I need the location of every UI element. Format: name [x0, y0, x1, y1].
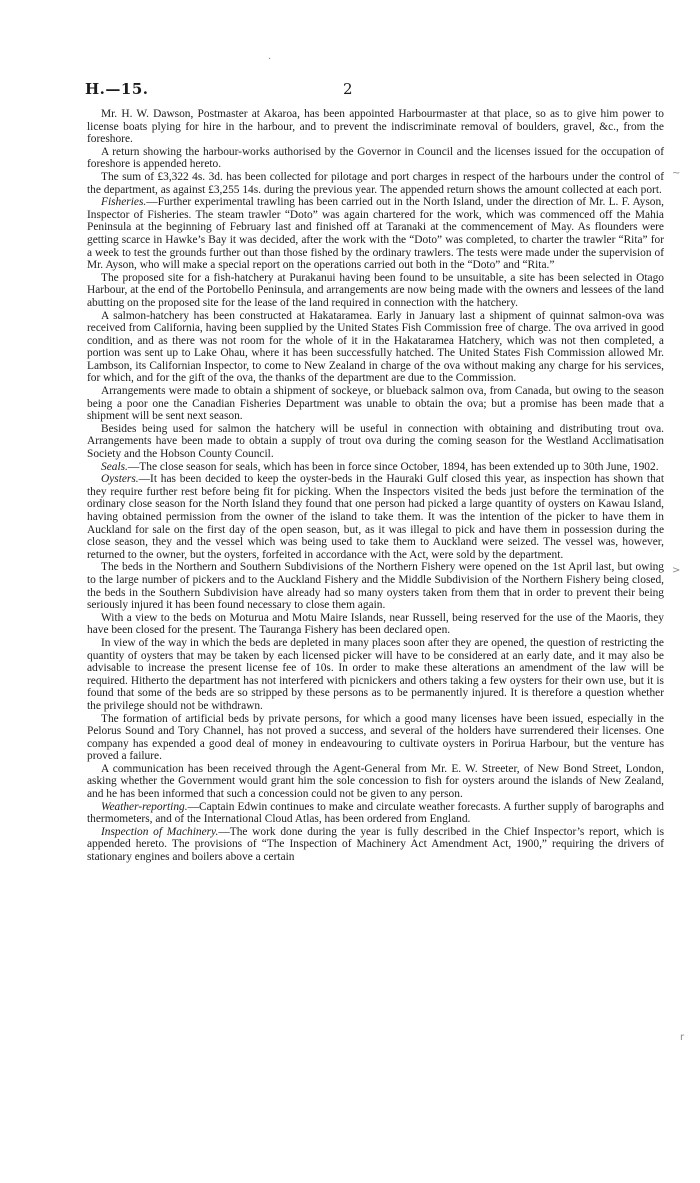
- paragraph: [87, 763, 664, 801]
- margin-scribble-mark: ~: [672, 168, 681, 179]
- page-number: 2: [343, 80, 353, 98]
- paragraph: [87, 423, 664, 461]
- paragraph: [87, 196, 664, 272]
- paragraph-text: —The close season for seals, which has been in force since October, 1894, has been extended up to 30th June, 1902.: [127, 460, 659, 473]
- document-reference: H.—15.: [85, 80, 149, 98]
- paragraph: [87, 612, 664, 637]
- paragraph: [87, 310, 664, 386]
- paragraph-heading: Oysters.: [101, 473, 139, 486]
- paragraph: [87, 146, 664, 171]
- paragraph-text: The sum of £3,322 4s. 3d. has been collected for pilotage and port charges in respect of the harbours under the control of the department, as against £3,255 14s. during the previous year. The appended return shows the amount collected at each port.: [87, 170, 664, 196]
- paragraph: [87, 272, 664, 310]
- paragraph: [87, 385, 664, 423]
- paragraph: [87, 826, 664, 864]
- paragraph-text: A communication has been received through the Agent-General from Mr. E. W. Streeter, of New Bond Street, London, asking whether the Government would grant him the sole concession to fish for oysters around the islands of New Zealand, and he has been informed that such a concession could not be given to any person.: [87, 762, 664, 801]
- paragraph-text: The formation of artificial beds by private persons, for which a good many licenses have been issued, especially in the Pelorus Sound and Tory Channel, has not proved a success, and several of the holders have surrendered their licenses. One company has expended a good deal of money in endeavouring to cultivate oysters in Porirua Harbour, but the venture has proved a failure.: [87, 712, 664, 763]
- paragraph-heading: Weather-reporting.: [101, 800, 188, 813]
- paragraph-text: The beds in the Northern and Southern Subdivisions of the Northern Fishery were opened on the 1st April last, but owing to the large number of pickers and to the Auckland Fishery and the Middle Subdivision of the Northern Fishery being closed, the beds in the Southern Subdivision have already had so many oysters taken from them that in order to prevent their being seriously injured it has been found necessary to close them again.: [87, 561, 664, 612]
- margin-arrow-mark: >: [672, 565, 681, 576]
- paragraph-text: Besides being used for salmon the hatchery will be useful in connection with obtaining and distributing trout ova. Arrangements have been made to obtain a supply of trout ova during the coming season for the Westland Acclimatisation Society and the Hobson County Council.: [87, 422, 664, 461]
- paragraph-text: —Further experimental trawling has been carried out in the North Island, under the direction of Mr. L. F. Ayson, Inspector of Fisheries. The steam trawler “Doto” was again chartered for the work, which was commenced off the Mahia Peninsula at the beginning of February last and finished off at Taranaki at the commencement of May. As flounders were getting scarce in Hawke’s Bay it was decided, after the work with the “Doto” was completed, to charter the trawler “Rita” for a week to test the grounds further out than those fished by the ordinary trawlers. The tests were made under the supervision of Mr. Ayson, who will make a special report on the operations carried out both in the “Doto” and “Rita.”: [87, 196, 664, 272]
- paragraph-text: In view of the way in which the beds are depleted in many places soon after they are opened, the question of restricting the quantity of oysters that may be taken by each licensed picker will have to be considered at an early date, and it may also be advisable to increase the present license fee of 10s. In order to make these alterations an amendment of the law will be required. Hitherto the department has not interfered with picnickers and others taking a few oysters for their own use, but it is found that some of the beds are so stripped by these persons as to be permanently injured. It is therefore a question whether the privilege should not be withdrawn.: [87, 636, 664, 712]
- scan-speck: ·: [268, 54, 272, 65]
- paragraph: [87, 713, 664, 763]
- margin-edge-mark: r: [680, 1032, 685, 1043]
- paragraph: [87, 108, 664, 146]
- paragraph: [87, 801, 664, 826]
- paragraph-heading: Fisheries.: [101, 196, 147, 209]
- paragraph-text: —It has been decided to keep the oyster-beds in the Hauraki Gulf closed this year, as inspection has shown that they require further rest before being fit for picking. When the Inspectors visited the beds just before the termination of the ordinary close season for the North Island they found that one person had picked a large quantity of oysters on Kawau Island, having obtained permission from the owner of the island to take them. It was the intention of the picker to have them in Auckland for sale on the first day of the open season, but, as it was illegal to pick and have them in possession during the close season, they and the vessel which was being used to take them to Auckland were seized. The vessel was, however, returned to the owner, but the oysters, forfeited in accordance with the Act, were sold by the department.: [87, 473, 664, 561]
- body-text: [87, 108, 664, 864]
- paragraph-text: Mr. H. W. Dawson, Postmaster at Akaroa, has been appointed Harbourmaster at that place, so as to give him power to license boats plying for hire in the harbour, and to prevent the indiscriminate removal of boulders, gravel, &c., from the foreshore.: [87, 108, 664, 146]
- paragraph-text: Arrangements were made to obtain a shipment of sockeye, or blueback salmon ova, from Canada, but owing to the season being a poor one the Canadian Fisheries Department was unable to obtain the ova; but a promise has been made that a shipment will be sent next season.: [87, 385, 664, 423]
- paragraph: [87, 171, 664, 196]
- paragraph-text: The proposed site for a fish-hatchery at Purakanui having been found to be unsuitable, a site has been selected in Otago Harbour, at the end of the Portobello Peninsula, and arrangements are now being made with the owners and lessees of the land abutting on the proposed site for the lease of the land required in connection with the hatchery.: [87, 271, 664, 309]
- paragraph-text: —The work done during the year is fully described in the Chief Inspector’s report, which is appended hereto. The provisions of “The Inspection of Machinery Act Amendment Act, 1900,” requiring the drivers of stationary engines and boilers above a certain: [87, 825, 664, 864]
- paragraph-text: A return showing the harbour-works authorised by the Governor in Council and the licenses issued for the occupation of foreshore is appended hereto.: [87, 145, 664, 171]
- paragraph-heading: Seals.: [101, 460, 128, 473]
- paragraph-heading: Inspection of Machinery.: [101, 825, 219, 838]
- paragraph: [87, 561, 664, 611]
- paragraph-text: A salmon-hatchery has been constructed at Hakataramea. Early in January last a shipment of quinnat salmon-ova was received from California, having been supplied by the United States Fish Commission free of charge. The ova arrived in good condition, and as there was not room for the whole of it in the Hakataramea Hatchery, which was not then completed, a portion was sent up to Lake Ohau, where it has been successfully hatched. The United States Fish Commission allowed Mr. Lambson, its Californian Inspector, to come to New Zealand in charge of the ova without making any charge for his services, for which, and for the gift of the ova, the thanks of the department are due to the Commission.: [87, 309, 664, 385]
- paragraph: [87, 473, 664, 561]
- page-header: [85, 80, 665, 102]
- paragraph-text: With a view to the beds on Moturua and Motu Maire Islands, near Russell, being reserved for the use of the Maoris, they have been closed for the present. The Tauranga Fishery has been declared open.: [87, 611, 664, 637]
- paragraph: [87, 461, 664, 474]
- paragraph-text: —Captain Edwin continues to make and circulate weather forecasts. A further supply of barographs and thermometers, and of the International Cloud Atlas, has been ordered from England.: [87, 800, 664, 826]
- paragraph: [87, 637, 664, 713]
